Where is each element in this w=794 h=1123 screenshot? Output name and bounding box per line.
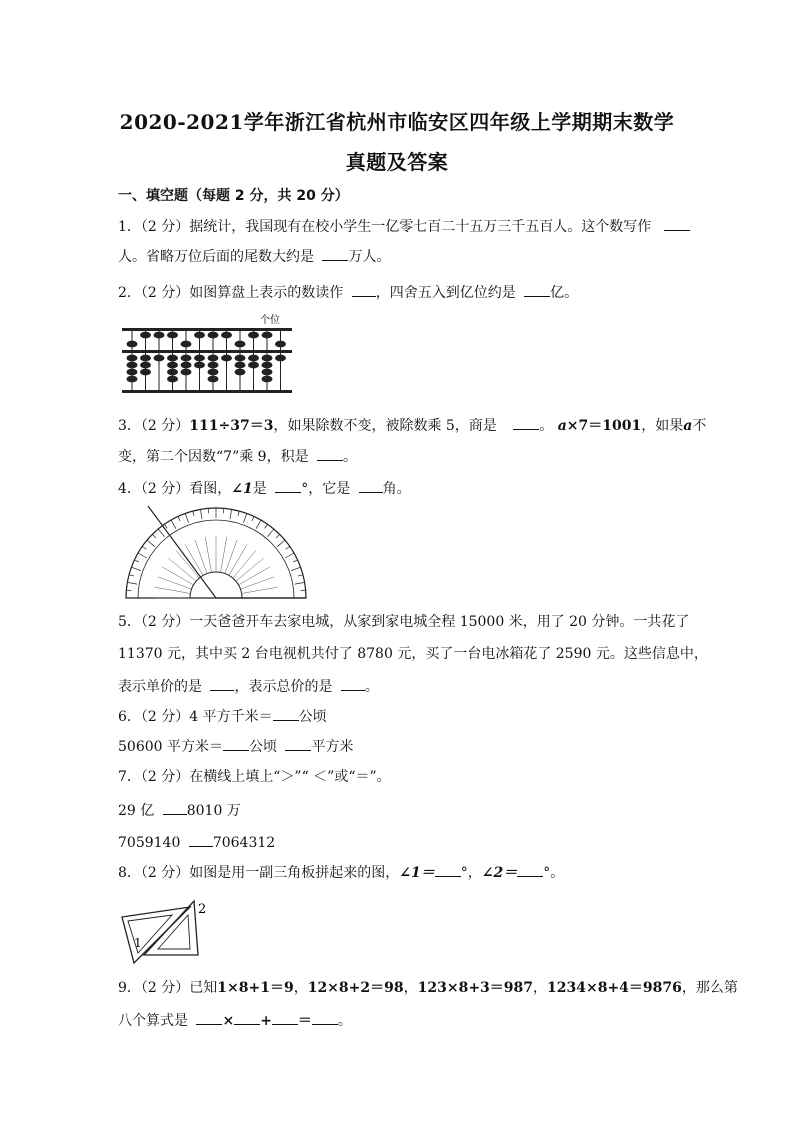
protractor-spoke [242, 587, 277, 593]
abacus-bead [262, 362, 273, 369]
abacus-bead [181, 341, 192, 348]
q3-text-7: 。 [343, 449, 358, 465]
q9-equation-3: 123×8+3＝987 [417, 980, 534, 996]
q9-text-1: 9．（2 分）已知 [118, 980, 218, 996]
set-squares-figure [118, 895, 218, 967]
q7-text-2: 8010 万 [186, 803, 241, 819]
question-7-line3 [118, 832, 275, 853]
q9-equation-4: 1234×8+4＝9876 [547, 980, 682, 996]
abacus-bead [194, 355, 205, 362]
q4-text-3: °，它是 [301, 481, 351, 497]
question-9-line2 [118, 1010, 352, 1031]
question-5-line2: 11370 元，其中买 2 台电视机共付了 8780 元，买了一台电冰箱花了 2590 元。这些信息中， [118, 646, 708, 662]
protractor-tick [276, 534, 280, 538]
protractor-tick [193, 511, 194, 516]
q2-blank-1[interactable] [352, 282, 376, 297]
q9-blank-2[interactable] [234, 1010, 260, 1025]
protractor-tick [158, 529, 164, 537]
protractor-spoke [239, 567, 270, 585]
angle-2-label: 2 [198, 902, 207, 917]
q8-blank-1[interactable] [435, 862, 461, 877]
q9-blank-3[interactable] [272, 1010, 298, 1025]
q9-sep-1: ， [293, 980, 308, 996]
q2-blank-2[interactable] [524, 282, 550, 297]
abacus-bead [140, 355, 151, 362]
angle-1-label: 1 [134, 936, 142, 950]
abacus-bead [208, 376, 219, 383]
q3-equation-1: 111÷37＝3 [189, 418, 274, 434]
abacus-bead [194, 332, 205, 339]
question-6-line2 [118, 736, 353, 757]
abacus-bead [167, 332, 178, 339]
question-3-line2 [118, 446, 357, 467]
protractor-tick [147, 540, 155, 546]
q3-text-4: ，如果 [641, 418, 684, 434]
q7-text-4: 7064312 [212, 835, 276, 851]
q9-equals-sign: ＝ [297, 1013, 312, 1029]
q9-text-2: ，那么第 [681, 980, 738, 996]
protractor-spoke [162, 567, 193, 585]
abacus-bead [221, 355, 232, 362]
protractor-tick [286, 546, 290, 549]
protractor-spoke [195, 540, 207, 574]
section-heading: 一、填空题（每题 2 分，共 20 分） [118, 188, 349, 204]
document-title: 2020-2021学年浙江省杭州市临安区四年级上学期期末数学 [119, 110, 675, 134]
protractor-tick [185, 513, 188, 522]
q8-angle-2: ∠2＝ [481, 865, 518, 881]
q8-blank-2[interactable] [517, 862, 543, 877]
protractor-tick [142, 546, 146, 549]
protractor-tick [285, 553, 294, 558]
document-title-line2: 真题及答案 [345, 150, 449, 174]
abacus-bead [127, 369, 138, 376]
protractor-tick [252, 516, 254, 521]
q2-text-2: ，四舍五入到亿位约是 [375, 285, 516, 301]
q6-blank-1[interactable] [273, 706, 299, 721]
q4-text-2: 是 [252, 481, 267, 497]
abacus-bead [275, 341, 286, 348]
q4-text-4: 角。 [382, 481, 411, 497]
abacus-ones-label: 个位 [260, 315, 280, 326]
protractor-tick [243, 513, 246, 522]
q3-text-5: 不 [692, 418, 707, 434]
q2-text-3: 亿。 [550, 285, 579, 301]
q9-equation-2: 12×8+2＝98 [307, 980, 404, 996]
angle-ray-1 [148, 506, 216, 598]
abacus-bead [248, 332, 259, 339]
abacus-bead [181, 362, 192, 369]
q3-blank-1[interactable] [513, 415, 539, 430]
set-square-2-inner [158, 915, 190, 949]
q9-sep-3: ， [533, 980, 548, 996]
protractor-tick [134, 560, 139, 562]
question-6-line1 [118, 706, 327, 727]
protractor-center-arc [190, 572, 242, 598]
abacus-bead [167, 362, 178, 369]
q8-text-1: 8．（2 分）如图是用一副三角板拼起来的图， [118, 865, 400, 881]
question-8 [118, 862, 564, 883]
q3-text-2: ，如果除数不变，被除数乘 5，商是 [273, 418, 497, 434]
question-2 [118, 282, 578, 303]
q5-blank-1[interactable] [210, 676, 234, 691]
abacus-bead [167, 376, 178, 383]
abacus-bead [208, 362, 219, 369]
q9-times-sign: × [222, 1013, 235, 1029]
abacus-bead [167, 369, 178, 376]
q3-text-1: 3．（2 分） [118, 418, 190, 434]
q1-text: 1．（2 分）据统计，我国现有在校小学生一亿零七百二十五万三千五百人。这个数写作 [118, 219, 652, 235]
protractor-tick [293, 560, 298, 562]
abacus-bead [127, 341, 138, 348]
q6-text-1: 6．（2 分）4 平方千米＝ [118, 709, 273, 725]
protractor-spoke [221, 537, 227, 572]
protractor-tick [295, 582, 305, 584]
question-9-line1 [118, 978, 738, 998]
protractor-tick [267, 529, 273, 537]
q1-blank-1[interactable] [664, 216, 690, 231]
protractor-spoke [158, 577, 192, 589]
abacus-bead [248, 355, 259, 362]
protractor-tick [298, 575, 303, 576]
abacus-bead [140, 362, 151, 369]
abacus-bead [275, 355, 286, 362]
q7-text-1: 29 亿 [118, 803, 155, 819]
abacus-bead [248, 362, 259, 369]
q7-text-3: 7059140 [118, 835, 181, 851]
q9-blank-1[interactable] [196, 1010, 222, 1025]
protractor-ticks [126, 508, 306, 598]
q6-text-3: 50600 平方米＝ [118, 739, 223, 755]
protractor-spoke [155, 587, 190, 593]
question-1-line2 [118, 246, 390, 267]
q7-blank-2[interactable] [189, 832, 213, 847]
question-4 [118, 478, 411, 499]
abacus-bead [208, 355, 219, 362]
q3-equation-2: ×7＝1001 [566, 418, 642, 434]
protractor-tick [138, 553, 147, 558]
abacus-bead [140, 369, 151, 376]
q1-text-2: 人。省略万位后面的尾数大约是 [118, 249, 314, 265]
abacus-bead [262, 369, 273, 376]
protractor-tick [200, 509, 202, 519]
abacus-bead [194, 362, 205, 369]
q6-text-5: 平方米 [311, 739, 354, 755]
question-5-line1: 5．（2 分）一天爸爸开车去家电城，从家到家电城全程 15000 米，用了 20 分钟。一共花了 [118, 614, 690, 630]
q9-text-3: 八个算式是 [118, 1013, 188, 1029]
q3-blank-2[interactable] [317, 446, 343, 461]
abacus-bead [262, 376, 273, 383]
protractor-tick [127, 582, 137, 584]
q3-text-6: 变，第二个因数“7”乘 9，积是 [118, 449, 309, 465]
q9-blank-4[interactable] [312, 1010, 338, 1025]
abacus-bead [127, 362, 138, 369]
protractor-tick [230, 509, 232, 519]
q6-blank-3[interactable] [285, 736, 311, 751]
q2-text-1: 2．（2 分）如图算盘上表示的数读作 [118, 285, 344, 301]
q5-blank-2[interactable] [341, 676, 365, 691]
protractor-spoke [205, 537, 211, 572]
abacus-bead [235, 341, 246, 348]
protractor-tick [265, 524, 268, 528]
q5-text-1: 表示单价的是 [118, 679, 202, 695]
protractor-tick [178, 516, 180, 521]
abacus-bead [127, 355, 138, 362]
q8-angle-1: ∠1＝ [399, 865, 435, 881]
q8-text-3: °。 [543, 865, 565, 881]
protractor-tick [171, 520, 176, 529]
q1-text-3: 万人。 [348, 249, 391, 265]
abacus-rods [127, 328, 287, 392]
protractor-tick [238, 511, 239, 516]
abacus-bead [221, 332, 232, 339]
protractor-tick [131, 567, 140, 570]
q4-blank-2[interactable] [359, 478, 383, 493]
protractor-spoke [229, 544, 247, 575]
protractor-tick [291, 567, 300, 570]
abacus-bead [181, 355, 192, 362]
q6-blank-2[interactable] [223, 736, 249, 751]
abacus-bead [154, 332, 165, 339]
q3-variable-a-2: a [683, 418, 693, 434]
abacus-bead [235, 362, 246, 369]
question-7-line1: 7．（2 分）在横线上填上“＞”“ ＜”或“＝”。 [118, 769, 391, 785]
q9-sep-2: ， [403, 980, 418, 996]
question-1-line1 [118, 216, 690, 237]
abacus-bead [235, 369, 246, 376]
abacus-bead [127, 376, 138, 383]
question-7-line2 [118, 800, 241, 821]
abacus-bead [262, 332, 273, 339]
abacus-bead [140, 332, 151, 339]
q5-text-2: ，表示总价的是 [234, 679, 333, 695]
abacus-bead [235, 355, 246, 362]
abacus-figure [118, 310, 298, 398]
abacus-bead [262, 355, 273, 362]
q9-equation-1: 1×8+1＝9 [217, 980, 294, 996]
q6-text-4: 公顷 [249, 739, 277, 755]
abacus-bead [154, 355, 165, 362]
q8-text-2: °， [460, 865, 482, 881]
q4-angle-symbol: ∠1 [231, 481, 253, 497]
q5-text-3: 。 [364, 679, 379, 695]
protractor-figure [118, 500, 310, 604]
q3-text-3: 。 [539, 418, 554, 434]
question-5-line3 [118, 676, 379, 697]
q4-text-1: 4．（2 分）看图， [118, 481, 232, 497]
q4-blank-1[interactable] [275, 478, 301, 493]
protractor-tick [129, 575, 134, 576]
abacus-bead [167, 355, 178, 362]
q7-blank-1[interactable] [163, 800, 187, 815]
q9-plus-sign: + [260, 1013, 272, 1029]
q6-text-2: 公顷 [298, 709, 327, 725]
q9-text-4: 。 [337, 1013, 352, 1029]
question-3-line1 [118, 415, 706, 436]
abacus-bead [181, 369, 192, 376]
protractor-tick [152, 534, 156, 538]
protractor-tick [277, 540, 285, 546]
protractor-spoke [240, 577, 274, 589]
protractor-spoke [225, 540, 237, 574]
protractor-tick [256, 520, 261, 529]
q1-blank-2[interactable] [322, 246, 348, 261]
abacus-bead [208, 369, 219, 376]
q3-variable-a: a [557, 418, 567, 434]
abacus-bead [208, 332, 219, 339]
